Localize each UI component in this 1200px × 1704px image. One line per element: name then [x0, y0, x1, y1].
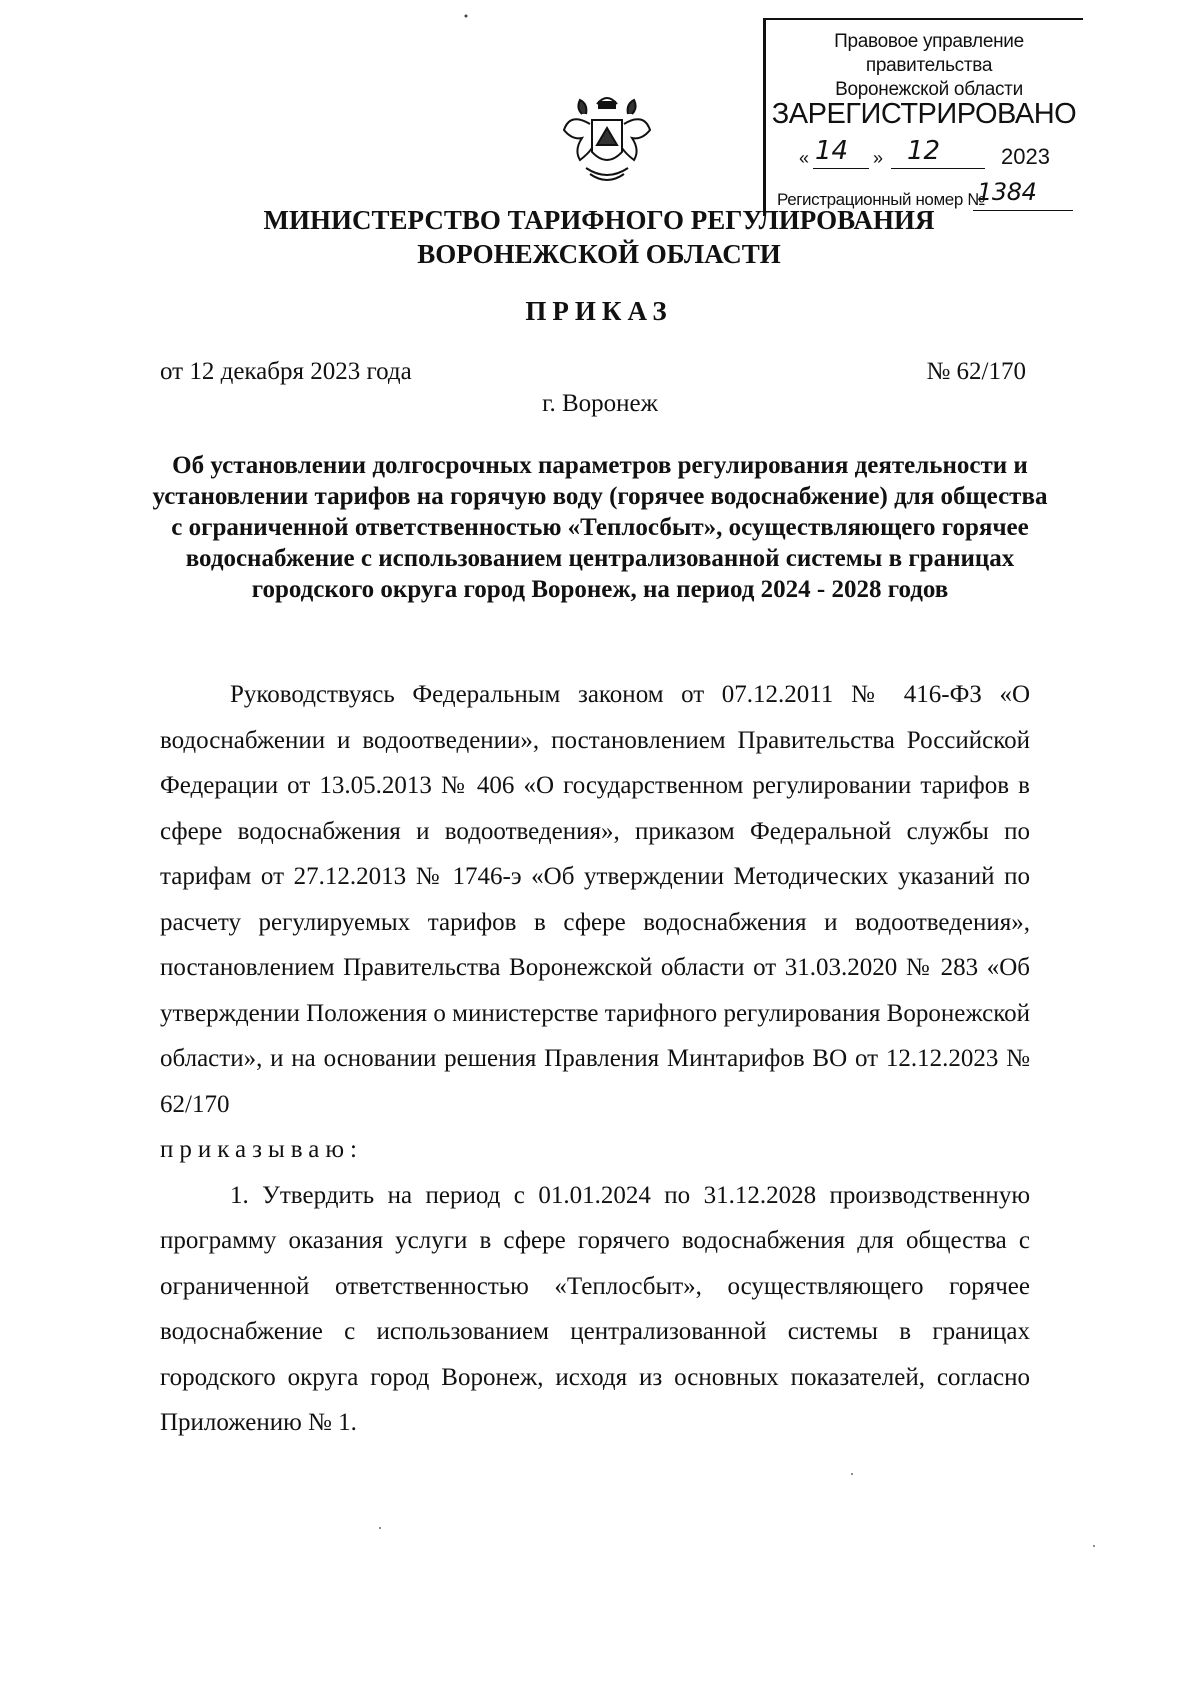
- order-title: ПРИКАЗ: [525, 296, 673, 326]
- stamp-quote-close: »: [873, 148, 884, 168]
- stamp-year: 2023: [1001, 144, 1050, 169]
- stamp-left-border: [763, 18, 766, 214]
- stamp-organization: [779, 30, 1079, 102]
- order-city: г. Воронеж: [542, 390, 658, 417]
- stamp-registered-label: ЗАРЕГИСТРИРОВАНО: [771, 98, 1077, 130]
- ministry-line2: ВОРОНЕЖСКОЙ ОБЛАСТИ: [417, 239, 781, 269]
- prikazyvayu-word: приказываю:: [160, 1136, 363, 1163]
- ministry-line1: МИНИСТЕРСТВО ТАРИФНОГО РЕГУЛИРОВАНИЯ: [263, 205, 935, 235]
- stamp-org-line2: Воронежской области: [835, 79, 1023, 100]
- stamp-quote-open: «: [799, 148, 810, 168]
- order-subject: Об установлении долгосрочных параметров регулирования деятельности и установлении тарифов на горячую воду (горячее водоснабжение) для общества с ограниченной ответственностью «Теплосбыт», осуществляющего горячее водоснабжение с использованием централизованной системы в границах городского округа город Воронеж, на период 2024 - 2028 годов: [152, 452, 1048, 603]
- registration-stamp: [763, 18, 1083, 216]
- stamp-org-line1: Правовое управление правительства: [834, 31, 1024, 76]
- stamp-reg-number: 1384: [977, 178, 1037, 206]
- order-date: от 12 декабря 2023 года: [160, 358, 412, 385]
- preamble-paragraph: Руководствуясь Федеральным законом от 07.12.2011 № 416-ФЗ «О водоснабжении и водоотведении», постановлением Правительства Российской Федерации от 13.05.2013 № 406 «О государственном регулировании тарифов в сфере водоснабжения и водоотведения», приказом Федеральной службы по тарифам от 27.12.2013 № 1746-э «Об утверждении Методических указаний по расчету регулируемых тарифов в сфере водоснабжения и водоотведения», постановлением Правительства Воронежской области от 31.03.2020 № 283 «Об утверждении Положения о министерстве тарифного регулирования Воронежской области», и на основании решения Правления Минтарифов ВО от 12.12.2023 № 62/170: [160, 681, 1030, 1118]
- stamp-day-underline: [813, 168, 869, 169]
- stamp-month: 12: [907, 136, 941, 166]
- stamp-date: [795, 136, 1075, 172]
- stamp-day: 14: [815, 136, 849, 166]
- order-body: [160, 672, 1030, 1446]
- item-1-paragraph: 1. Утвердить на период с 01.01.2024 по 31.12.2028 производственную программу оказания услуги в сфере горячего водоснабжения для общества с ограниченной ответственностью «Теплосбыт», осуществляющего горячее водоснабжение с использованием централизованной системы в границах городского округа город Воронеж, исходя из основных показателей, согласно Приложению № 1.: [160, 1181, 1030, 1436]
- stamp-month-underline: [891, 168, 985, 169]
- stamp-reg-label: Регистрационный номер №: [777, 190, 986, 209]
- coat-of-arms-emblem: [552, 90, 662, 190]
- order-number: № 62/170: [926, 358, 1026, 385]
